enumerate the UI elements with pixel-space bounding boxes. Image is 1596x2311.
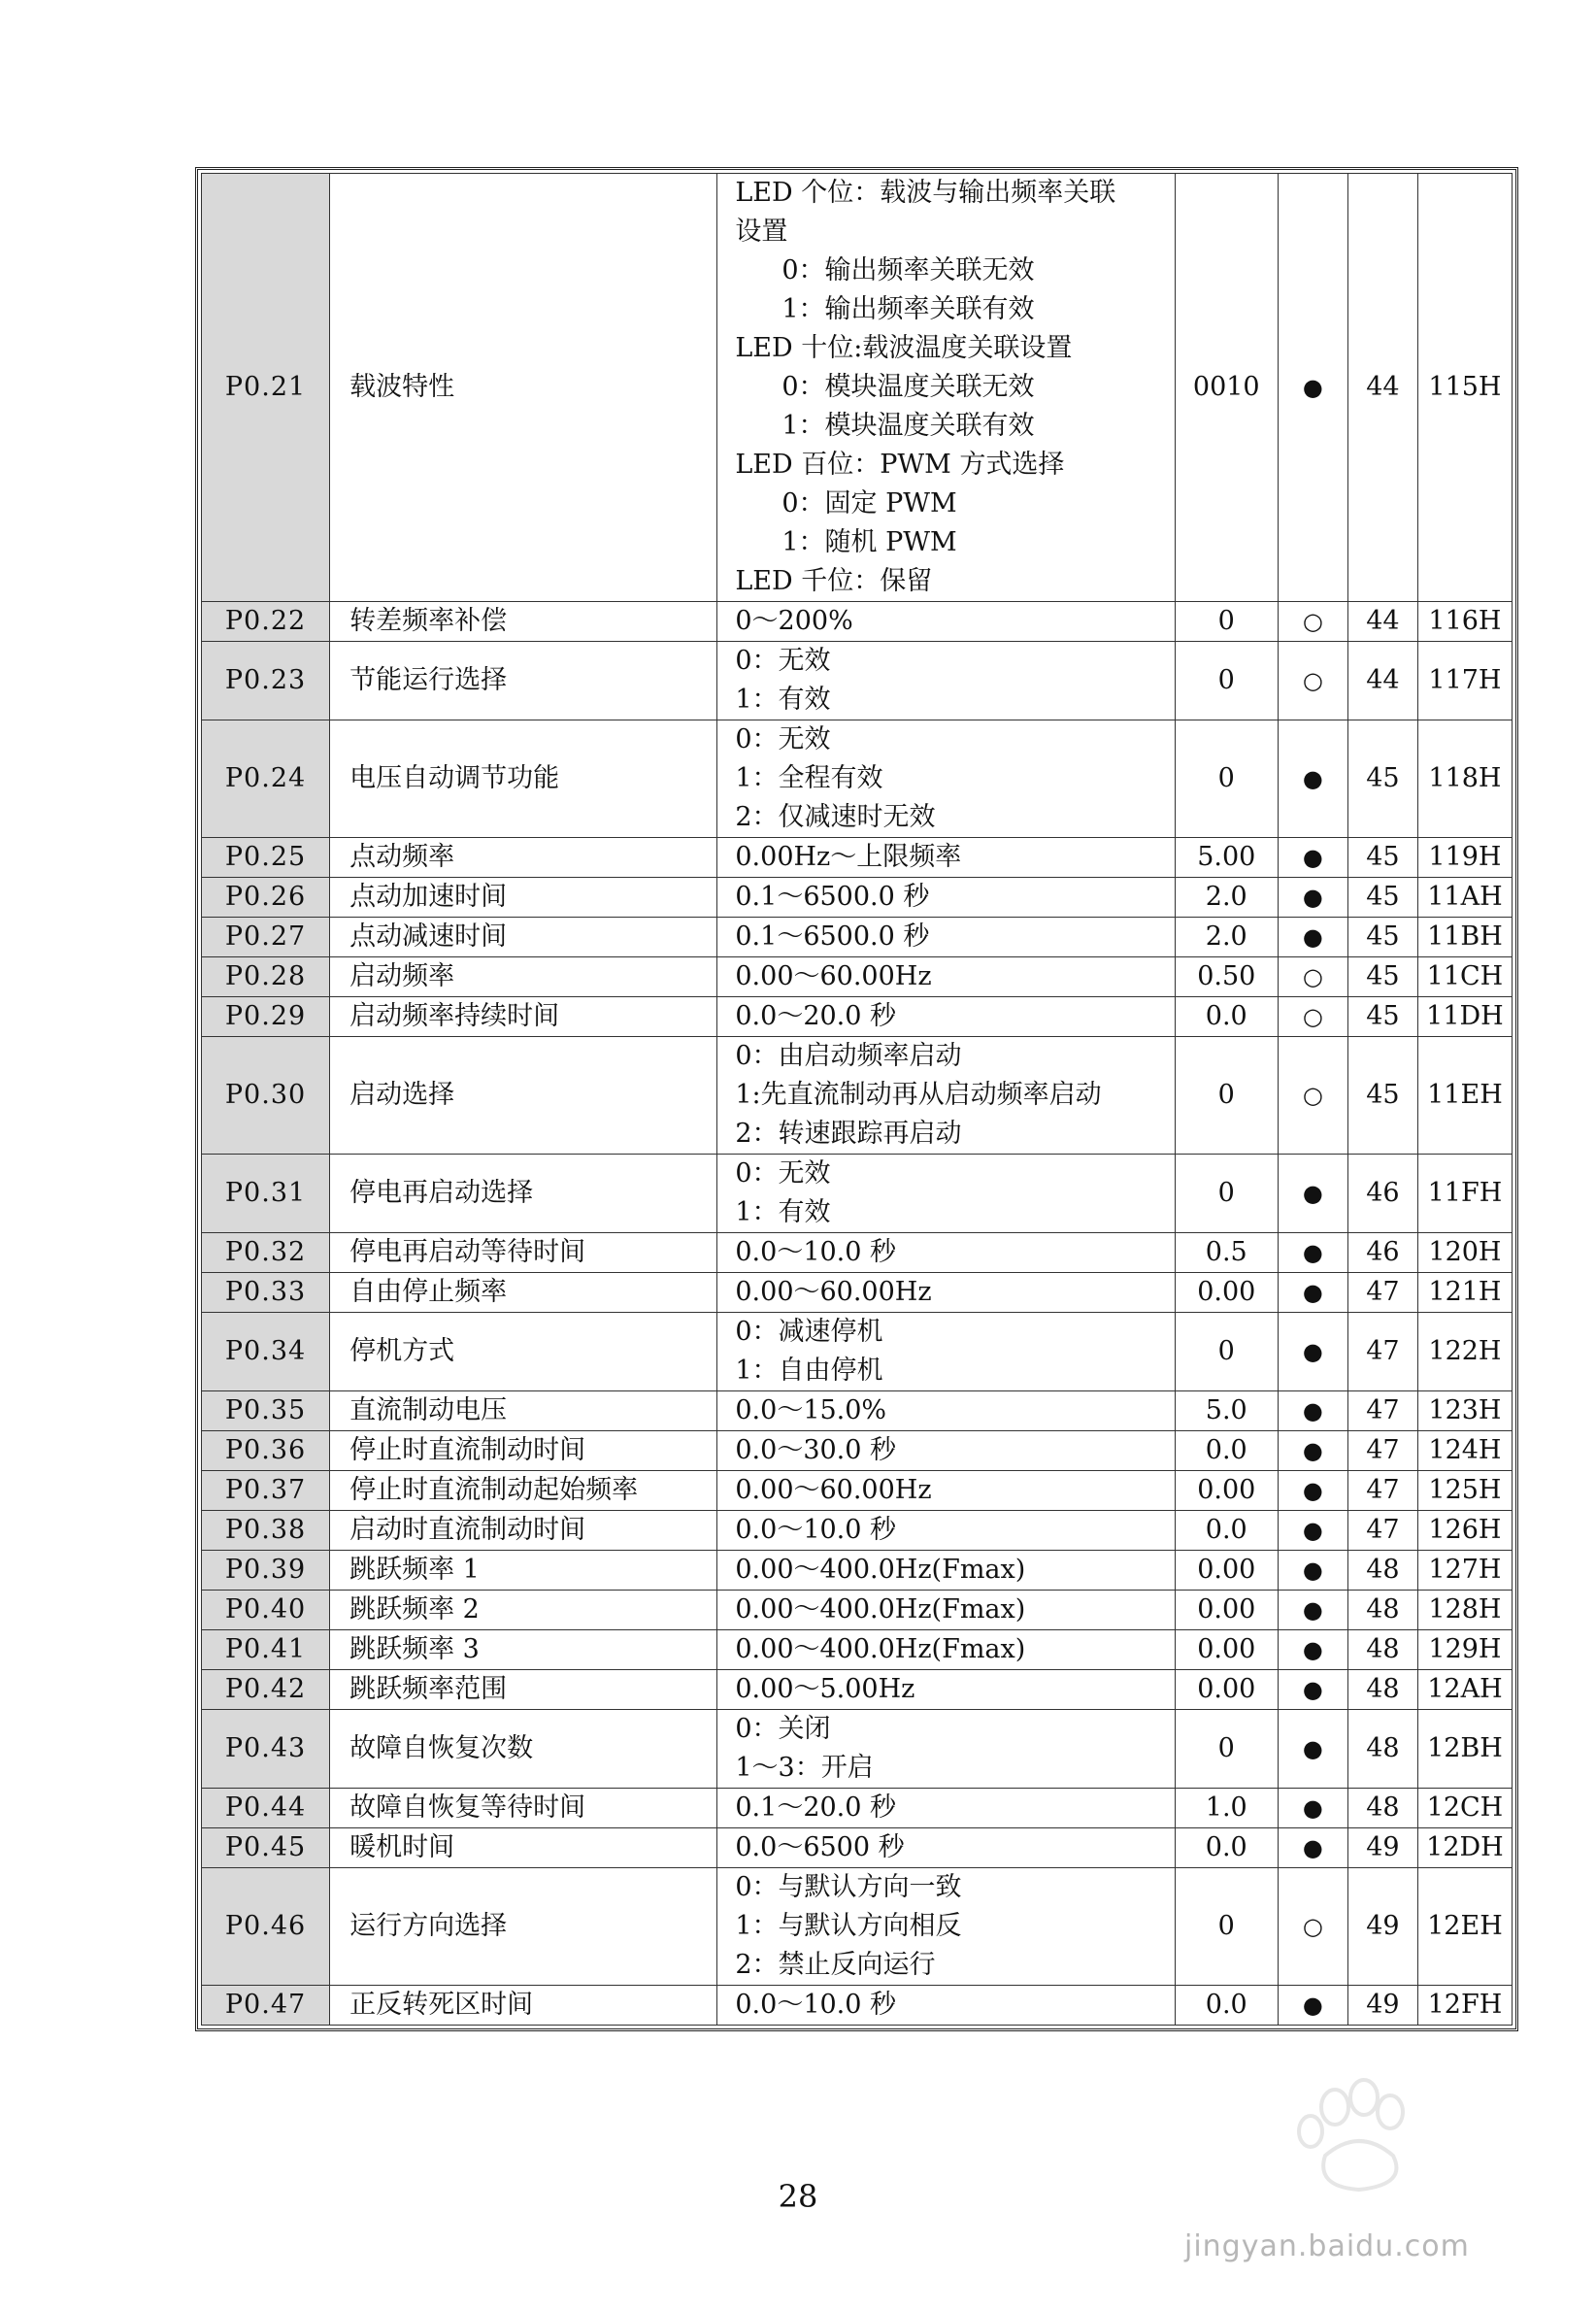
param-default: 0 [1175, 1037, 1278, 1155]
param-default: 0.00 [1175, 1551, 1278, 1591]
range-line: 0.0～10.0 秒 [735, 1990, 897, 2020]
param-default: 5.00 [1175, 838, 1278, 878]
param-default: 0.00 [1175, 1630, 1278, 1670]
param-address: 11CH [1417, 957, 1512, 997]
table-row [202, 878, 1513, 918]
param-name: 点动频率 [330, 838, 717, 878]
param-default: 5.0 [1175, 1391, 1278, 1431]
table-row [202, 1431, 1513, 1471]
table-row [202, 720, 1513, 838]
table-row [202, 1037, 1513, 1155]
param-range [717, 602, 1175, 642]
param-default: 0.0 [1175, 997, 1278, 1037]
param-default: 0.0 [1175, 1986, 1278, 2026]
filled-circle-icon: ● [1278, 1986, 1347, 2026]
filled-circle-icon: ● [1278, 878, 1347, 918]
param-range [717, 642, 1175, 720]
param-default: 0 [1175, 1155, 1278, 1233]
param-address: 123H [1417, 1391, 1512, 1431]
param-code: P0.23 [202, 642, 330, 720]
range-line: 0：固定 PWM [781, 488, 957, 519]
param-name: 停止时直流制动时间 [330, 1431, 717, 1471]
range-line: 0.00～60.00Hz [735, 1475, 932, 1505]
filled-circle-icon: ● [1278, 1233, 1347, 1273]
range-line: 1：输出频率关联有效 [781, 294, 1035, 324]
param-range [717, 1986, 1175, 2026]
param-default: 0.0 [1175, 1431, 1278, 1471]
param-code: P0.30 [202, 1037, 330, 1155]
range-line: 0：无效 [735, 1158, 831, 1189]
param-name: 启动时直流制动时间 [330, 1511, 717, 1551]
param-code: P0.32 [202, 1233, 330, 1273]
filled-circle-icon: ● [1278, 1391, 1347, 1431]
filled-circle-icon: ● [1278, 1273, 1347, 1313]
param-address: 11DH [1417, 997, 1512, 1037]
param-name: 跳跃频率 1 [330, 1551, 717, 1591]
table-row [202, 918, 1513, 957]
param-address: 125H [1417, 1471, 1512, 1511]
table-row [202, 1710, 1513, 1789]
range-line: 0.00～5.00Hz [735, 1674, 915, 1704]
param-address: 11AH [1417, 878, 1512, 918]
table-row [202, 1273, 1513, 1313]
range-line: 0.0～15.0% [735, 1395, 887, 1425]
range-line: 0：输出频率关联无效 [781, 255, 1035, 285]
param-address: 116H [1417, 602, 1512, 642]
range-line: 0.00～400.0Hz(Fmax) [735, 1594, 1026, 1624]
hollow-circle-icon: ○ [1278, 642, 1347, 720]
range-line: 0.00～400.0Hz(Fmax) [735, 1555, 1026, 1585]
param-range [717, 1828, 1175, 1868]
param-range [717, 1273, 1175, 1313]
table-row [202, 602, 1513, 642]
filled-circle-icon: ● [1278, 1828, 1347, 1868]
range-line: 1：自由停机 [735, 1356, 883, 1386]
range-line: LED 百位：PWM 方式选择 [735, 450, 1065, 480]
parameter-table-body [202, 174, 1513, 2026]
param-address: 12CH [1417, 1789, 1512, 1828]
param-name: 停电再启动选择 [330, 1155, 717, 1233]
param-default: 0 [1175, 1710, 1278, 1789]
param-range [717, 838, 1175, 878]
param-code: P0.35 [202, 1391, 330, 1431]
param-name: 直流制动电压 [330, 1391, 717, 1431]
range-line: 1：模块温度关联有效 [781, 411, 1035, 441]
param-name: 正反转死区时间 [330, 1986, 717, 2026]
filled-circle-icon: ● [1278, 1710, 1347, 1789]
param-name: 电压自动调节功能 [330, 720, 717, 838]
table-row [202, 1511, 1513, 1551]
param-page: 48 [1347, 1551, 1417, 1591]
table-row [202, 1630, 1513, 1670]
param-code: P0.45 [202, 1828, 330, 1868]
param-code: P0.26 [202, 878, 330, 918]
range-line: 1：有效 [735, 1197, 831, 1227]
param-default: 0.00 [1175, 1471, 1278, 1511]
table-row [202, 1789, 1513, 1828]
range-line: 0：模块温度关联无效 [781, 372, 1035, 402]
param-name: 故障自恢复次数 [330, 1710, 717, 1789]
param-range [717, 174, 1175, 602]
param-page: 45 [1347, 957, 1417, 997]
param-name: 暖机时间 [330, 1828, 717, 1868]
param-address: 126H [1417, 1511, 1512, 1551]
filled-circle-icon: ● [1278, 1511, 1347, 1551]
range-line: 0.00～60.00Hz [735, 1277, 932, 1307]
param-address: 12AH [1417, 1670, 1512, 1710]
param-code: P0.44 [202, 1789, 330, 1828]
param-default: 2.0 [1175, 878, 1278, 918]
param-range [717, 1391, 1175, 1431]
param-address: 11BH [1417, 918, 1512, 957]
param-page: 45 [1347, 878, 1417, 918]
table-row [202, 1155, 1513, 1233]
param-name: 点动加速时间 [330, 878, 717, 918]
range-line: 0：减速停机 [735, 1317, 883, 1347]
range-line: 2：仅减速时无效 [735, 802, 936, 832]
table-row [202, 1471, 1513, 1511]
param-range [717, 1789, 1175, 1828]
param-default: 0 [1175, 1313, 1278, 1391]
range-line: 1～3：开启 [735, 1753, 874, 1783]
param-range [717, 1431, 1175, 1471]
param-page: 44 [1347, 642, 1417, 720]
range-line: 0～200% [735, 606, 853, 636]
param-page: 47 [1347, 1431, 1417, 1471]
filled-circle-icon: ● [1278, 838, 1347, 878]
param-code: P0.22 [202, 602, 330, 642]
param-name: 自由停止频率 [330, 1273, 717, 1313]
param-range [717, 957, 1175, 997]
range-line: 0.00Hz～上限频率 [735, 842, 962, 872]
range-line: 2：禁止反向运行 [735, 1950, 936, 1980]
hollow-circle-icon: ○ [1278, 1868, 1347, 1986]
param-range [717, 1037, 1175, 1155]
table-row [202, 1828, 1513, 1868]
param-address: 122H [1417, 1313, 1512, 1391]
param-address: 119H [1417, 838, 1512, 878]
range-line: 1：随机 PWM [781, 527, 957, 557]
filled-circle-icon: ● [1278, 1789, 1347, 1828]
table-row [202, 838, 1513, 878]
table-row [202, 642, 1513, 720]
filled-circle-icon: ● [1278, 1431, 1347, 1471]
param-page: 45 [1347, 838, 1417, 878]
param-page: 46 [1347, 1233, 1417, 1273]
param-default: 2.0 [1175, 918, 1278, 957]
param-page: 44 [1347, 174, 1417, 602]
param-range [717, 1868, 1175, 1986]
filled-circle-icon: ● [1278, 1313, 1347, 1391]
filled-circle-icon: ● [1278, 1155, 1347, 1233]
range-line: 0.0～10.0 秒 [735, 1515, 897, 1545]
param-code: P0.46 [202, 1868, 330, 1986]
param-address: 127H [1417, 1551, 1512, 1591]
range-line: 0：关闭 [735, 1714, 831, 1744]
filled-circle-icon: ● [1278, 1551, 1347, 1591]
param-code: P0.41 [202, 1630, 330, 1670]
range-line: 0：与默认方向一致 [735, 1872, 962, 1902]
filled-circle-icon: ● [1278, 1630, 1347, 1670]
param-address: 12FH [1417, 1986, 1512, 2026]
range-line: 0：由启动频率启动 [735, 1041, 962, 1071]
table-row [202, 957, 1513, 997]
param-range [717, 1471, 1175, 1511]
range-line: 1：有效 [735, 685, 831, 715]
hollow-circle-icon: ○ [1278, 997, 1347, 1037]
param-address: 11FH [1417, 1155, 1512, 1233]
parameter-table-frame [195, 167, 1518, 2031]
param-name: 节能运行选择 [330, 642, 717, 720]
param-page: 46 [1347, 1155, 1417, 1233]
param-code: P0.39 [202, 1551, 330, 1591]
table-row [202, 1313, 1513, 1391]
param-code: P0.21 [202, 174, 330, 602]
range-line: 0.1～6500.0 秒 [735, 882, 930, 912]
param-default: 1.0 [1175, 1789, 1278, 1828]
range-line: 1：与默认方向相反 [735, 1911, 962, 1941]
param-range [717, 878, 1175, 918]
param-name: 运行方向选择 [330, 1868, 717, 1986]
range-line: 0.1～6500.0 秒 [735, 921, 930, 952]
param-name: 转差频率补偿 [330, 602, 717, 642]
param-code: P0.25 [202, 838, 330, 878]
hollow-circle-icon: ○ [1278, 957, 1347, 997]
param-default: 0.50 [1175, 957, 1278, 997]
param-range [717, 1670, 1175, 1710]
parameter-table [201, 173, 1513, 2026]
param-address: 115H [1417, 174, 1512, 602]
param-code: P0.47 [202, 1986, 330, 2026]
param-address: 11EH [1417, 1037, 1512, 1155]
param-page: 49 [1347, 1828, 1417, 1868]
param-page: 47 [1347, 1471, 1417, 1511]
range-line: 1：全程有效 [735, 763, 883, 793]
table-row [202, 1670, 1513, 1710]
param-page: 45 [1347, 1037, 1417, 1155]
filled-circle-icon: ● [1278, 1591, 1347, 1630]
param-range [717, 918, 1175, 957]
table-row [202, 997, 1513, 1037]
watermark-text: jingyan.baidu.com [1184, 2229, 1470, 2263]
param-page: 49 [1347, 1986, 1417, 2026]
param-name: 停电再启动等待时间 [330, 1233, 717, 1273]
param-code: P0.33 [202, 1273, 330, 1313]
param-code: P0.24 [202, 720, 330, 838]
param-default: 0.00 [1175, 1273, 1278, 1313]
param-default: 0.0 [1175, 1828, 1278, 1868]
param-range [717, 1313, 1175, 1391]
param-name: 跳跃频率范围 [330, 1670, 717, 1710]
filled-circle-icon: ● [1278, 720, 1347, 838]
range-line: 1:先直流制动再从启动频率启动 [735, 1080, 1102, 1110]
param-name: 跳跃频率 2 [330, 1591, 717, 1630]
range-line: 设置 [735, 217, 788, 247]
param-name: 停机方式 [330, 1313, 717, 1391]
range-line: 0.00～60.00Hz [735, 961, 932, 991]
param-range [717, 997, 1175, 1037]
table-row [202, 1233, 1513, 1273]
range-line: LED 个位：载波与输出频率关联 [735, 178, 1116, 208]
param-address: 12BH [1417, 1710, 1512, 1789]
param-code: P0.42 [202, 1670, 330, 1710]
range-line: 0：无效 [735, 724, 831, 754]
range-line: 0.1～20.0 秒 [735, 1792, 897, 1823]
param-page: 47 [1347, 1391, 1417, 1431]
param-name: 停止时直流制动起始频率 [330, 1471, 717, 1511]
param-code: P0.37 [202, 1471, 330, 1511]
param-range [717, 1551, 1175, 1591]
param-default: 0.5 [1175, 1233, 1278, 1273]
param-range [717, 1155, 1175, 1233]
range-line: 0.00～400.0Hz(Fmax) [735, 1634, 1026, 1664]
table-row [202, 1868, 1513, 1986]
range-line: LED 十位:载波温度关联设置 [735, 333, 1073, 363]
param-address: 128H [1417, 1591, 1512, 1630]
param-code: P0.34 [202, 1313, 330, 1391]
range-line: LED 千位：保留 [735, 566, 933, 596]
param-default: 0 [1175, 720, 1278, 838]
param-name: 故障自恢复等待时间 [330, 1789, 717, 1828]
param-page: 45 [1347, 997, 1417, 1037]
param-code: P0.43 [202, 1710, 330, 1789]
param-address: 121H [1417, 1273, 1512, 1313]
param-range [717, 1233, 1175, 1273]
table-row [202, 1986, 1513, 2026]
param-address: 117H [1417, 642, 1512, 720]
param-default: 0 [1175, 642, 1278, 720]
param-page: 47 [1347, 1511, 1417, 1551]
param-name: 跳跃频率 3 [330, 1630, 717, 1670]
param-page: 48 [1347, 1591, 1417, 1630]
filled-circle-icon: ● [1278, 1471, 1347, 1511]
filled-circle-icon: ● [1278, 1670, 1347, 1710]
param-code: P0.36 [202, 1431, 330, 1471]
table-row [202, 1591, 1513, 1630]
table-row [202, 1391, 1513, 1431]
param-page: 47 [1347, 1313, 1417, 1391]
param-page: 48 [1347, 1710, 1417, 1789]
param-page: 48 [1347, 1630, 1417, 1670]
param-address: 12DH [1417, 1828, 1512, 1868]
param-range [717, 1511, 1175, 1551]
filled-circle-icon: ● [1278, 918, 1347, 957]
param-page: 45 [1347, 720, 1417, 838]
range-line: 0.0～10.0 秒 [735, 1237, 897, 1267]
param-page: 44 [1347, 602, 1417, 642]
param-name: 点动减速时间 [330, 918, 717, 957]
page-number: 28 [778, 2178, 818, 2215]
param-address: 118H [1417, 720, 1512, 838]
param-code: P0.31 [202, 1155, 330, 1233]
param-page: 45 [1347, 918, 1417, 957]
hollow-circle-icon: ○ [1278, 1037, 1347, 1155]
hollow-circle-icon: ○ [1278, 602, 1347, 642]
range-line: 0.0～30.0 秒 [735, 1435, 897, 1465]
param-range [717, 1630, 1175, 1670]
param-code: P0.40 [202, 1591, 330, 1630]
range-line: 0.0～20.0 秒 [735, 1001, 897, 1031]
table-row [202, 1551, 1513, 1591]
param-address: 12EH [1417, 1868, 1512, 1986]
param-default: 0 [1175, 602, 1278, 642]
param-range [717, 1710, 1175, 1789]
param-code: P0.27 [202, 918, 330, 957]
param-address: 124H [1417, 1431, 1512, 1471]
filled-circle-icon: ● [1278, 174, 1347, 602]
param-address: 120H [1417, 1233, 1512, 1273]
range-line: 0.0～6500 秒 [735, 1832, 905, 1862]
param-page: 48 [1347, 1670, 1417, 1710]
table-row [202, 174, 1513, 602]
param-name: 启动选择 [330, 1037, 717, 1155]
range-line: 2：转速跟踪再启动 [735, 1119, 962, 1149]
param-default: 0 [1175, 1868, 1278, 1986]
param-default: 0010 [1175, 174, 1278, 602]
range-line: 0：无效 [735, 646, 831, 676]
param-page: 49 [1347, 1868, 1417, 1986]
param-default: 0.00 [1175, 1670, 1278, 1710]
param-default: 0.0 [1175, 1511, 1278, 1551]
param-name: 载波特性 [330, 174, 717, 602]
param-name: 启动频率持续时间 [330, 997, 717, 1037]
param-range [717, 1591, 1175, 1630]
param-code: P0.28 [202, 957, 330, 997]
param-code: P0.38 [202, 1511, 330, 1551]
param-page: 47 [1347, 1273, 1417, 1313]
param-range [717, 720, 1175, 838]
param-name: 启动频率 [330, 957, 717, 997]
param-default: 0.00 [1175, 1591, 1278, 1630]
param-page: 48 [1347, 1789, 1417, 1828]
param-code: P0.29 [202, 997, 330, 1037]
param-address: 129H [1417, 1630, 1512, 1670]
